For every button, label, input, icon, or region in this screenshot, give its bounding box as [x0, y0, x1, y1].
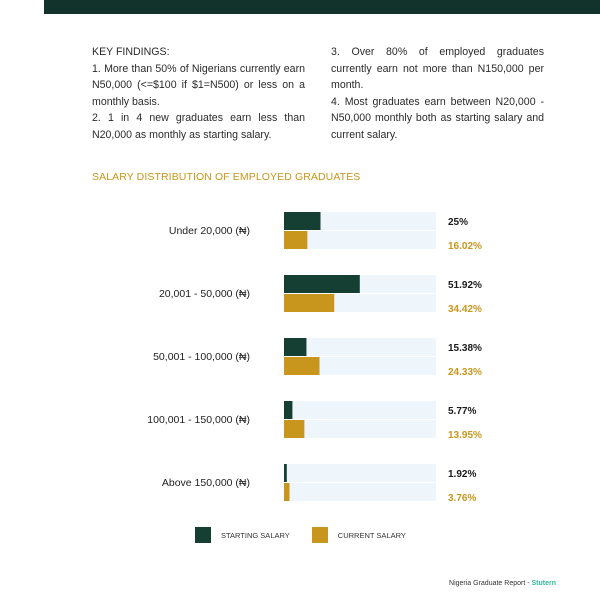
legend-label-starting: STARTING SALARY	[221, 530, 290, 540]
footer-brand: Stutern	[531, 580, 556, 587]
bar-track-starting	[284, 401, 436, 419]
bar-starting	[284, 212, 321, 230]
bar-starting	[284, 401, 292, 419]
bar-starting	[284, 464, 287, 482]
finding-3: 3. Over 80% of employed graduates currently earn not more than N150,000 per month.	[331, 46, 544, 92]
bar-track-current	[284, 420, 436, 438]
bar-track-current	[284, 483, 436, 501]
data-label-current: 16.02%	[448, 241, 482, 252]
findings-column-right	[331, 44, 544, 144]
legend-label-current: CURRENT SALARY	[337, 530, 406, 540]
footer-text: Nigeria Graduate Report -	[449, 580, 532, 587]
chart-legend	[195, 527, 406, 543]
data-label-current: 3.76%	[448, 493, 477, 504]
data-label-current: 24.33%	[448, 367, 482, 378]
data-label-starting: 25%	[448, 217, 469, 228]
chart-title: SALARY DISTRIBUTION OF EMPLOYED GRADUATES	[92, 171, 361, 183]
finding-4: 4. Most graduates earn between N20,000 - N50,000 monthly both as starting salary and current salary.	[331, 95, 544, 141]
data-label-starting: 1.92%	[448, 469, 477, 480]
key-findings	[92, 44, 544, 144]
legend-item-current	[312, 527, 406, 543]
data-label-starting: 5.77%	[448, 406, 477, 417]
bar-current	[284, 231, 307, 249]
salary-distribution-chart	[0, 190, 600, 510]
category-label: 50,001 - 100,000 (₦)	[153, 351, 250, 363]
bar-current	[284, 294, 334, 312]
finding-2: 2. 1 in 4 new graduates earn less than N20,000 as monthly as starting salary.	[92, 112, 305, 141]
top-band	[44, 0, 600, 14]
bar-current	[284, 483, 289, 501]
legend-swatch-starting	[195, 527, 211, 543]
bar-track-starting	[284, 338, 436, 356]
data-label-current: 13.95%	[448, 430, 482, 441]
bar-track-starting	[284, 464, 436, 482]
legend-item-starting	[195, 527, 290, 543]
legend-swatch-current	[312, 527, 328, 543]
category-label: Under 20,000 (₦)	[168, 225, 250, 237]
findings-column-left	[92, 44, 305, 144]
bar-starting	[284, 275, 360, 293]
category-label: 100,001 - 150,000 (₦)	[147, 414, 250, 426]
category-label: Above 150,000 (₦)	[161, 477, 250, 489]
footer	[449, 580, 556, 587]
findings-heading: KEY FINDINGS:	[92, 46, 170, 58]
bar-current	[284, 420, 304, 438]
bar-starting	[284, 338, 306, 356]
data-label-current: 34.42%	[448, 304, 482, 315]
data-label-starting: 15.38%	[448, 343, 482, 354]
finding-1: 1. More than 50% of Nigerians currently earn N50,000 (<=$100 if $1=N500) or less on a monthly basis.	[92, 62, 305, 108]
category-label: 20,001 - 50,000 (₦)	[158, 288, 250, 300]
data-label-starting: 51.92%	[448, 280, 482, 291]
bar-current	[284, 357, 320, 375]
